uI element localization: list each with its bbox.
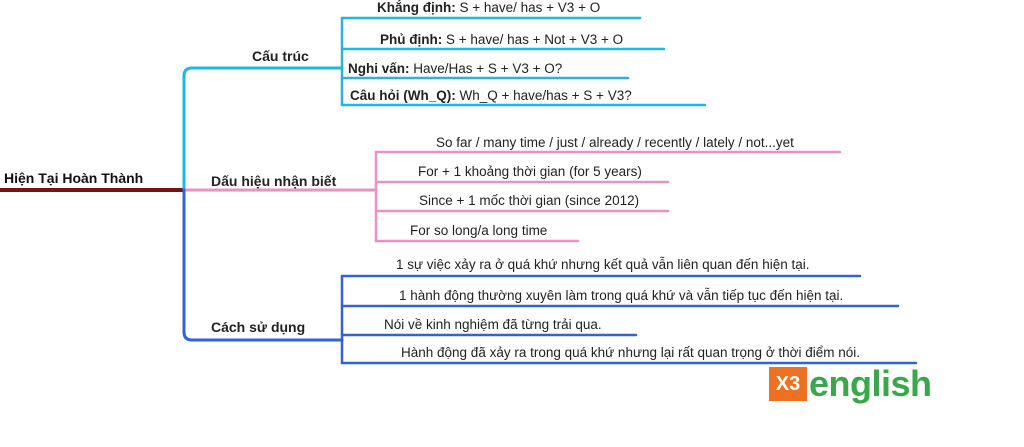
leaf-structure-affirmative: Khẳng định: S + have/ has + V3 + O	[377, 0, 601, 15]
leaf-signs-adverbs: So far / many time / just / already / recently / lately / not...yet	[436, 135, 794, 150]
leaf-signs-long-time: For so long/a long time	[410, 223, 548, 238]
branch-line-structure	[184, 68, 342, 190]
root-topic: Hiện Tại Hoàn Thành	[4, 170, 144, 186]
branch-line-usage	[184, 190, 342, 340]
branch-label-structure: Cấu trúc	[252, 48, 309, 64]
leaf-usage-continuing: 1 hành động thường xuyên làm trong quá khứ và vẫn tiếp tục đến hiện tại.	[399, 288, 844, 303]
leaf-structure-wh-question: Câu hỏi (Wh_Q): Wh_Q + have/has + S + V3?	[350, 88, 632, 103]
leaf-signs-since: Since + 1 mốc thời gian (since 2012)	[419, 193, 640, 208]
branch-label-usage: Cách sử dụng	[211, 319, 306, 335]
x3english-logo	[769, 364, 932, 404]
leaf-structure-negative: Phủ định: S + have/ has + Not + V3 + O	[380, 32, 624, 47]
leaf-structure-question: Nghi vấn: Have/Has + S + V3 + O?	[348, 61, 563, 76]
logo-word: english	[809, 363, 932, 404]
branch-label-signs: Dấu hiệu nhận biết	[211, 173, 337, 189]
leaf-usage-result: 1 sự việc xảy ra ở quá khứ nhưng kết quả vẫn liên quan đến hiện tại.	[396, 257, 810, 272]
leaf-signs-for: For + 1 khoảng thời gian (for 5 years)	[418, 164, 642, 179]
leaf-usage-important-now: Hành động đã xảy ra trong quá khứ nhưng lại rất quan trọng ở thời điểm nói.	[401, 345, 861, 360]
leaf-usage-experience: Nói về kinh nghiệm đã từng trải qua.	[384, 317, 602, 332]
logo-box: X3	[769, 367, 807, 401]
